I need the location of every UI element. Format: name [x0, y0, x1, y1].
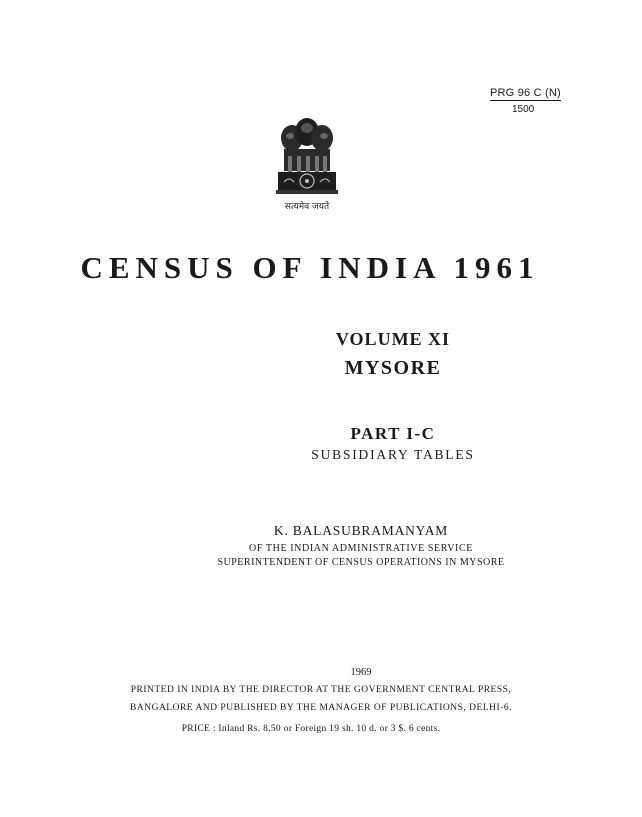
emblem-motto: सत्यमेव जयते: [284, 202, 330, 212]
national-emblem-icon: [262, 116, 352, 216]
author-name: K. BALASUBRAMANYAM: [273, 523, 449, 538]
state-name: MYSORE: [344, 357, 442, 379]
print-count: 1500: [512, 104, 535, 115]
printer-line-2: BANGALORE AND PUBLISHED BY THE MANAGER OF PUBLICATIONS, DELHI-6.: [130, 703, 512, 713]
author-designation: SUPERINTENDENT OF CENSUS OPERATIONS IN MYSORE: [217, 557, 505, 568]
part-number: PART I-C: [350, 424, 436, 443]
publication-code: PRG 96 C (N): [490, 87, 561, 99]
part-subtitle: SUBSIDIARY TABLES: [311, 447, 475, 462]
printer-line-1: PRINTED IN INDIA BY THE DIRECTOR AT THE GOVERNMENT CENTRAL PRESS,: [130, 685, 512, 695]
price-line: PRICE : Inland Rs. 8.50 or Foreign 19 sh. 10 d. or 3 $. 6 cents.: [181, 724, 441, 734]
page-title: CENSUS OF INDIA 1961: [80, 250, 540, 285]
volume-number: VOLUME XI: [335, 329, 451, 349]
author-service: OF THE INDIAN ADMINISTRATIVE SERVICE: [249, 543, 473, 554]
publication-year: 1969: [350, 667, 372, 678]
